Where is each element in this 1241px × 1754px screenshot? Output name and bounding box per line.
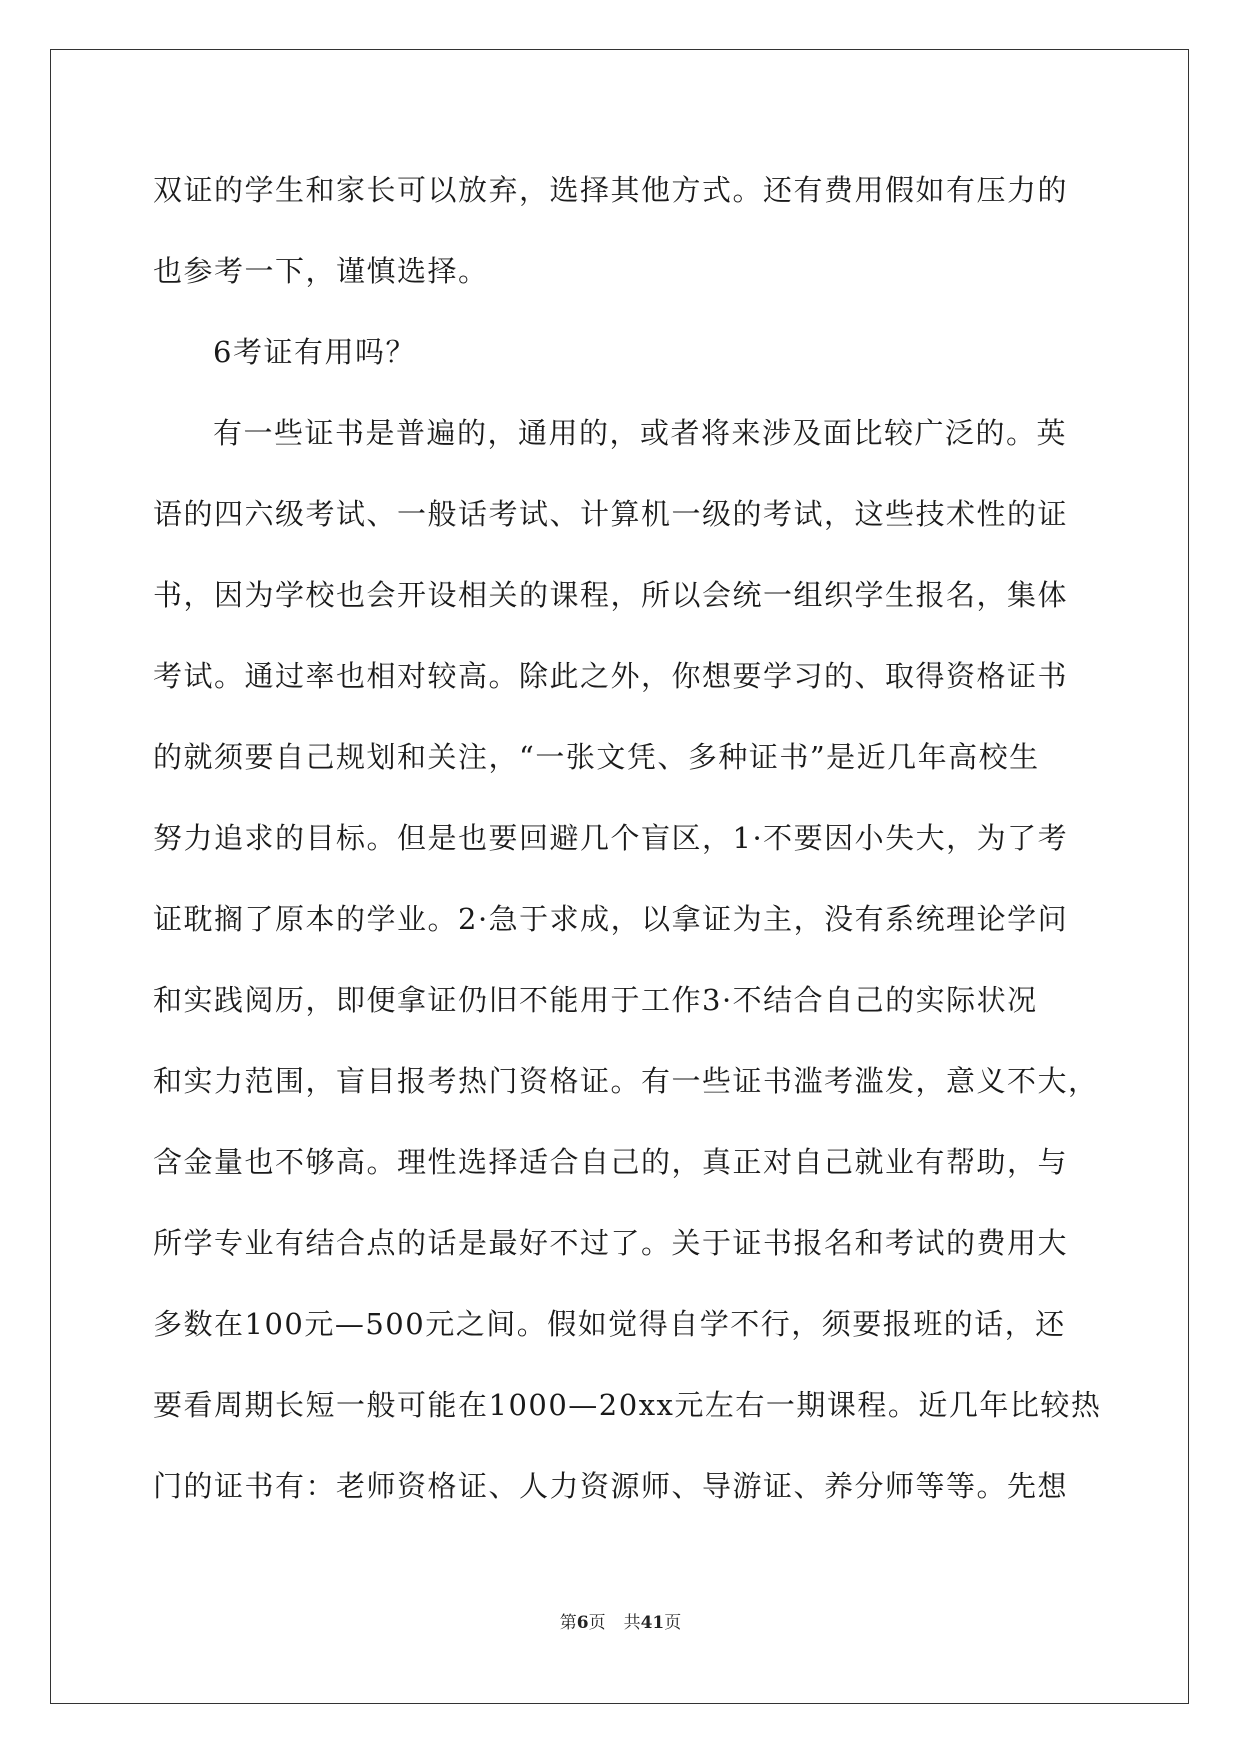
- text-line: 考试。通过率也相对较高。除此之外，你想要学习的、取得资格证书: [153, 659, 1069, 693]
- page-prefix: 第: [559, 1613, 577, 1633]
- text-line: 多数在100元—500元之间。假如觉得自学不行，须要报班的话，还: [153, 1307, 1066, 1341]
- text-line: 6考证有用吗？: [213, 335, 416, 369]
- text-line: 门的证书有：老师资格证、人力资源师、导游证、养分师等等。先想: [153, 1469, 1069, 1503]
- text-line: 语的四六级考试、一般话考试、计算机一级的考试，这些技术性的证: [153, 497, 1069, 531]
- text-line: 的就须要自己规划和关注，“一张文凭、多种证书”是近几年高校生: [153, 740, 1040, 774]
- total-pages: 41: [640, 1613, 665, 1633]
- text-line: 努力追求的目标。但是也要回避几个盲区，1·不要因小失大，为了考: [153, 821, 1069, 855]
- text-line: 书，因为学校也会开设相关的课程，所以会统一组织学生报名，集体: [153, 578, 1069, 612]
- text-line: 有一些证书是普遍的，通用的，或者将来涉及面比较广泛的。英: [213, 416, 1068, 450]
- page-number: 6: [576, 1613, 589, 1633]
- page-suffix: 页: [588, 1613, 606, 1633]
- total-prefix: 共: [623, 1613, 641, 1633]
- text-line: 和实践阅历，即便拿证仍旧不能用于工作3·不结合自己的实际状况: [153, 983, 1038, 1017]
- text-line: 证耽搁了原本的学业。2·急于求成，以拿证为主，没有系统理论学问: [153, 902, 1069, 936]
- page-footer: [0, 1608, 1241, 1633]
- text-line: 和实力范围，盲目报考热门资格证。有一些证书滥考滥发，意义不大，: [153, 1064, 1099, 1098]
- text-line: 双证的学生和家长可以放弃，选择其他方式。还有费用假如有压力的: [153, 173, 1069, 207]
- document-body: [153, 163, 1102, 1540]
- total-suffix: 页: [664, 1613, 682, 1633]
- text-line: 也参考一下，谨慎选择。: [153, 254, 489, 288]
- text-line: 含金量也不够高。理性选择适合自己的，真正对自己就业有帮助，与: [153, 1145, 1069, 1179]
- text-line: 所学专业有结合点的话是最好不过了。关于证书报名和考试的费用大: [153, 1226, 1069, 1260]
- text-line: 要看周期长短一般可能在1000—20xx元左右一期课程。近几年比较热: [153, 1388, 1102, 1422]
